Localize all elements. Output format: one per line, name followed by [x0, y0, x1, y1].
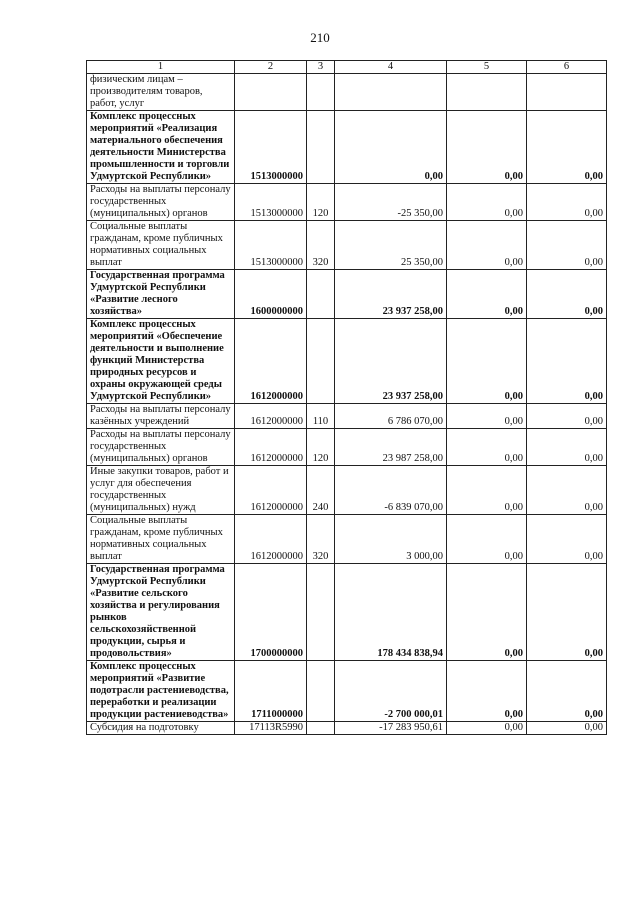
row-amount-col5: 0,00 [447, 111, 527, 184]
row-amount-col4: -6 839 070,00 [335, 466, 447, 515]
row-target-code: 1700000000 [235, 564, 307, 661]
row-expense-type: 120 [307, 184, 335, 221]
row-name: Комплекс процессных мероприятий «Обеспечение деятельности и выполнение функций Министерства природных ресурсов и охраны окружающей среды Удмуртской Республики» [87, 319, 235, 404]
table-row [87, 74, 607, 111]
row-name: Расходы на выплаты персоналу государственных (муниципальных) органов [87, 184, 235, 221]
column-header: 4 [335, 61, 447, 74]
row-amount-col5: 0,00 [447, 221, 527, 270]
row-amount-col6: 0,00 [527, 564, 607, 661]
row-expense-type: 320 [307, 221, 335, 270]
row-amount-col6: 0,00 [527, 221, 607, 270]
row-amount-col6 [527, 74, 607, 111]
row-amount-col5: 0,00 [447, 184, 527, 221]
row-name: Комплекс процессных мероприятий «Реализация материального обеспечения деятельности Министерства промышленности и торговли Удмуртской Республики» [87, 111, 235, 184]
row-name: Расходы на выплаты персоналу государственных (муниципальных) органов [87, 429, 235, 466]
row-amount-col5: 0,00 [447, 564, 527, 661]
row-target-code: 1513000000 [235, 111, 307, 184]
row-name: Расходы на выплаты персоналу казённых учреждений [87, 404, 235, 429]
row-amount-col6: 0,00 [527, 270, 607, 319]
column-header: 6 [527, 61, 607, 74]
row-amount-col5 [447, 74, 527, 111]
row-amount-col4: 23 937 258,00 [335, 319, 447, 404]
table-row [87, 515, 607, 564]
row-amount-col4: -17 283 950,61 [335, 722, 447, 735]
row-amount-col6: 0,00 [527, 466, 607, 515]
row-amount-col5: 0,00 [447, 466, 527, 515]
row-amount-col5: 0,00 [447, 404, 527, 429]
row-target-code: 1612000000 [235, 515, 307, 564]
row-amount-col6: 0,00 [527, 111, 607, 184]
row-target-code: 1612000000 [235, 319, 307, 404]
row-amount-col5: 0,00 [447, 515, 527, 564]
table-row [87, 429, 607, 466]
row-amount-col4: -25 350,00 [335, 184, 447, 221]
column-header: 5 [447, 61, 527, 74]
row-name: Иные закупки товаров, работ и услуг для обеспечения государственных (муниципальных) нужд [87, 466, 235, 515]
row-amount-col4: 3 000,00 [335, 515, 447, 564]
row-expense-type: 120 [307, 429, 335, 466]
row-target-code: 1612000000 [235, 429, 307, 466]
row-expense-type: 240 [307, 466, 335, 515]
row-amount-col6: 0,00 [527, 429, 607, 466]
row-name: Социальные выплаты гражданам, кроме публичных нормативных социальных выплат [87, 221, 235, 270]
row-amount-col5: 0,00 [447, 270, 527, 319]
table-row [87, 661, 607, 722]
row-target-code: 1612000000 [235, 404, 307, 429]
row-amount-col4: 178 434 838,94 [335, 564, 447, 661]
row-name: физическим лицам – производителям товаров, работ, услуг [87, 74, 235, 111]
row-name: Социальные выплаты гражданам, кроме публичных нормативных социальных выплат [87, 515, 235, 564]
row-expense-type [307, 270, 335, 319]
row-amount-col4: 0,00 [335, 111, 447, 184]
row-amount-col4: -2 700 000,01 [335, 661, 447, 722]
row-amount-col4 [335, 74, 447, 111]
row-target-code: 17113R5990 [235, 722, 307, 735]
row-amount-col5: 0,00 [447, 429, 527, 466]
row-expense-type: 320 [307, 515, 335, 564]
row-amount-col6: 0,00 [527, 515, 607, 564]
page-number: 210 [310, 30, 330, 45]
table-row [87, 319, 607, 404]
table-row [87, 722, 607, 735]
row-expense-type [307, 74, 335, 111]
row-amount-col4: 23 987 258,00 [335, 429, 447, 466]
column-header: 3 [307, 61, 335, 74]
row-expense-type [307, 319, 335, 404]
header-row [87, 61, 607, 74]
row-name: Государственная программа Удмуртской Республики «Развитие сельского хозяйства и регулирования рынков сельскохозяйственной продукции, сырья и продовольствия» [87, 564, 235, 661]
row-target-code: 1711000000 [235, 661, 307, 722]
row-expense-type [307, 111, 335, 184]
table-row [87, 466, 607, 515]
row-amount-col6: 0,00 [527, 722, 607, 735]
row-name: Государственная программа Удмуртской Республики «Развитие лесного хозяйства» [87, 270, 235, 319]
row-amount-col6: 0,00 [527, 661, 607, 722]
row-target-code [235, 74, 307, 111]
row-name: Комплекс процессных мероприятий «Развитие подотрасли растениеводства, переработки и реализации продукции растениеводства» [87, 661, 235, 722]
row-expense-type [307, 661, 335, 722]
column-header: 1 [87, 61, 235, 74]
row-expense-type [307, 722, 335, 735]
row-amount-col4: 25 350,00 [335, 221, 447, 270]
row-amount-col5: 0,00 [447, 722, 527, 735]
table-row [87, 111, 607, 184]
row-target-code: 1600000000 [235, 270, 307, 319]
table-row [87, 270, 607, 319]
row-expense-type [307, 564, 335, 661]
row-amount-col6: 0,00 [527, 184, 607, 221]
row-amount-col4: 23 937 258,00 [335, 270, 447, 319]
row-amount-col6: 0,00 [527, 319, 607, 404]
row-target-code: 1513000000 [235, 184, 307, 221]
row-target-code: 1513000000 [235, 221, 307, 270]
budget-table [86, 60, 607, 735]
row-expense-type: 110 [307, 404, 335, 429]
row-amount-col5: 0,00 [447, 661, 527, 722]
row-amount-col5: 0,00 [447, 319, 527, 404]
row-amount-col4: 6 786 070,00 [335, 404, 447, 429]
row-target-code: 1612000000 [235, 466, 307, 515]
table-row [87, 404, 607, 429]
table-row [87, 564, 607, 661]
table-row [87, 184, 607, 221]
row-amount-col6: 0,00 [527, 404, 607, 429]
row-name: Субсидия на подготовку [87, 722, 235, 735]
table-row [87, 221, 607, 270]
column-header: 2 [235, 61, 307, 74]
